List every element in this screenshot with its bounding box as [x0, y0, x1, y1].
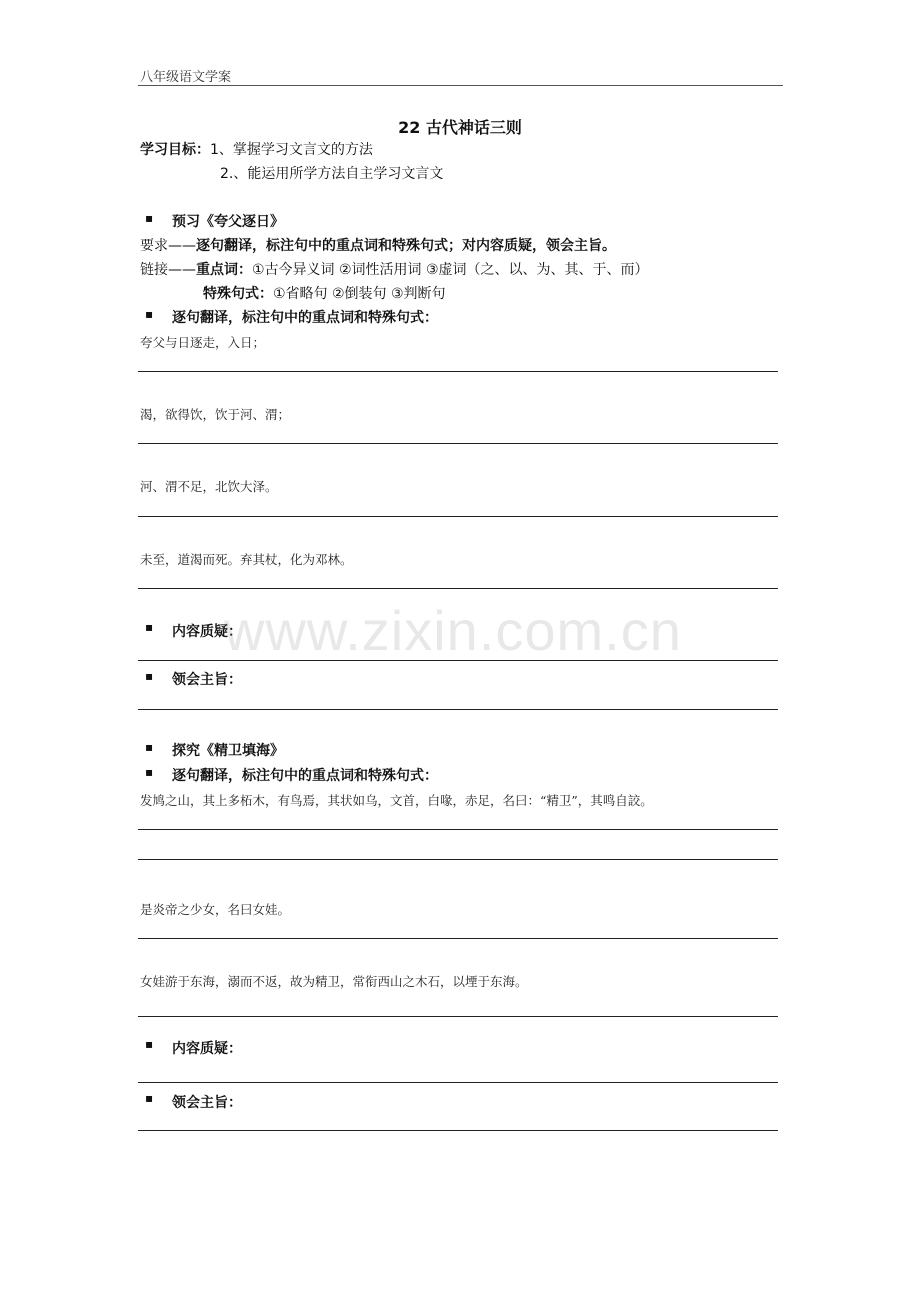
- goal-item-2: 2.、能运用所学方法自主学习文言文: [220, 166, 444, 182]
- answer-line[interactable]: [138, 859, 778, 860]
- answer-line[interactable]: [138, 516, 778, 517]
- translate-heading: 逐句翻译，标注句中的重点词和特殊句式：: [172, 310, 438, 326]
- theme-label: 领会主旨：: [172, 1095, 242, 1111]
- bullet-icon: ▪: [145, 765, 154, 779]
- source-sentence: 未至，道渴而死。弃其杖，化为邓林。: [140, 552, 353, 567]
- goals-label: 学习目标：: [140, 142, 210, 158]
- special-label: 特殊句式：: [203, 286, 273, 302]
- source-sentence: 夸父与日逐走，入日；: [140, 335, 266, 350]
- translate-heading: 逐句翻译，标注句中的重点词和特殊句式：: [172, 768, 438, 784]
- keywords-text: ①古今异义词 ②词性活用词 ③虚词（之、以、为、其、于、而）: [252, 262, 649, 278]
- theme-label: 领会主旨：: [172, 672, 242, 688]
- header-rule: [138, 85, 783, 86]
- answer-line[interactable]: [138, 1130, 778, 1131]
- answer-line[interactable]: [138, 371, 778, 372]
- answer-line[interactable]: [138, 588, 778, 589]
- answer-line[interactable]: [138, 1016, 778, 1017]
- link-line: [140, 259, 649, 279]
- keywords-label: 重点词：: [196, 262, 252, 278]
- watermark: www.zixin.com.cn: [224, 599, 682, 662]
- source-sentence: 女娃游于东海，溺而不返，故为精卫，常衔西山之木石，以堙于东海。: [140, 974, 528, 989]
- document-header: 八年级语文学案: [140, 70, 232, 85]
- section2-heading: 探究《精卫填海》: [172, 743, 284, 759]
- answer-line[interactable]: [138, 709, 778, 710]
- bullet-icon: ▪: [145, 1091, 154, 1105]
- bullet-icon: ▪: [145, 620, 154, 634]
- link-prefix: 链接——: [140, 262, 196, 278]
- bullet-icon: ▪: [145, 740, 154, 754]
- bullet-icon: ▪: [145, 669, 154, 683]
- page-title: 22 古代神话三则: [398, 118, 522, 137]
- learning-goals: [140, 139, 373, 159]
- requirement-prefix: 要求——: [140, 238, 196, 254]
- bullet-icon: ▪: [145, 1037, 154, 1051]
- special-text: ①省略句 ②倒装句 ③判断句: [273, 286, 446, 302]
- requirement-line: [140, 235, 616, 255]
- source-sentence: 发鸠之山，其上多柘木，有鸟焉，其状如乌，文首，白喙，赤足，名曰：“精卫”，其鸣自詨。: [140, 793, 653, 808]
- source-sentence: 渴，欲得饮，饮于河、渭；: [140, 407, 291, 422]
- answer-line[interactable]: [138, 1082, 778, 1083]
- goal-item-1: 1、掌握学习文言文的方法: [210, 142, 373, 158]
- question-label: 内容质疑：: [172, 624, 242, 640]
- requirement-text: 逐句翻译，标注句中的重点词和特殊句式；对内容质疑，领会主旨。: [196, 238, 616, 254]
- source-sentence: 是炎帝之少女，名曰女娃。: [140, 902, 291, 917]
- source-sentence: 河、渭不足，北饮大泽。: [140, 479, 278, 494]
- answer-line[interactable]: [138, 443, 778, 444]
- answer-line[interactable]: [138, 829, 778, 830]
- bullet-icon: ▪: [145, 211, 154, 225]
- answer-line[interactable]: [138, 938, 778, 939]
- question-label: 内容质疑：: [172, 1041, 242, 1057]
- section1-heading: 预习《夸父逐日》: [172, 214, 284, 230]
- special-sentences-line: [203, 283, 446, 303]
- bullet-icon: ▪: [145, 307, 154, 321]
